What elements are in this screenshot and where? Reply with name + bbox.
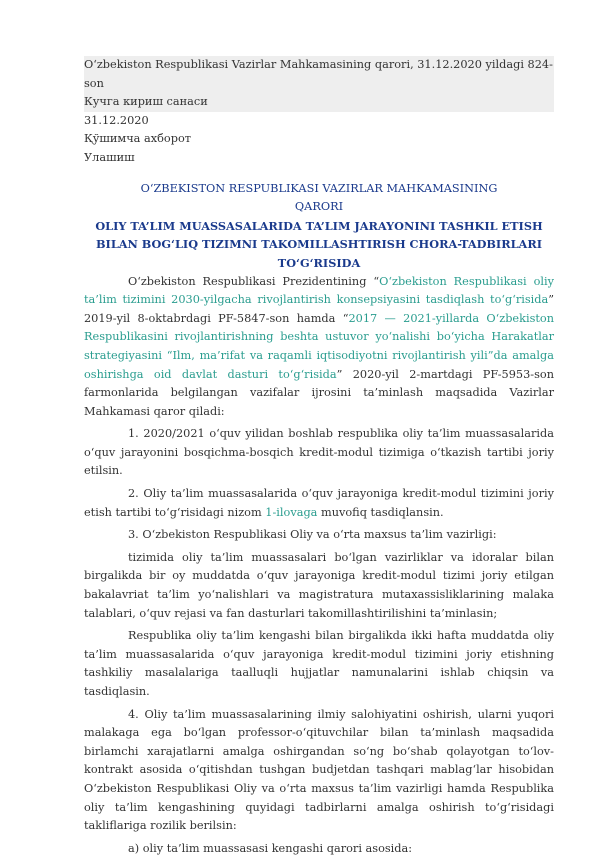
item-2-text-b: muvofiq tasdiqlansin. (317, 505, 444, 519)
effective-date-value: 31.12.2020 (84, 113, 149, 127)
decree-link-1[interactable]: O‘zbekiston Respublikasi oliy ta’lim tizimini 2030-yilgacha rivojlantirish konsepsiyasini tasdiqlash to‘g‘risida (84, 274, 554, 307)
intro-text-2: ” 2019-yil 8-oktabrdagi PF-5847-son hamda “ (84, 293, 554, 325)
item-2 (84, 485, 554, 522)
item-1: 1. 2020/2021 o‘quv yilidan boshlab respublika oliy ta’lim muassasalarida o‘quv jarayonini bosqichma-bosqich kredit-modul tizimiga o‘tkazish tartibi joriy etilsin. (84, 427, 554, 478)
item-2-text-a: 2. Oliy ta’lim muassasalarida o‘quv jarayoniga kredit-modul tizimini joriy etish tartibi to‘g‘risidagi nizom (84, 487, 554, 519)
document-page (84, 56, 554, 862)
intro-text-3: ” 2020-yil 2-martdagi PF-5953-son farmonlarida belgilangan vazifalar ijrosini ta’minlash maqsadida Vazirlar Mahkamasi qaror qiladi: (84, 367, 554, 418)
item-4-sub-a: a) oliy ta’lim muassasasi kengashi qarori asosida: (128, 841, 413, 855)
item-3-sub-b: Respublika oliy ta’lim kengashi bilan birgalikda ikki hafta muddatda oliy ta’lim muassasalarida o‘quv jarayoniga kredit-modul tizimini joriy etishning tashkiliy masalalariga taalluqli hujjatlar namunalarini ishlab chiqsin va tasdiqlasin. (84, 629, 554, 698)
issuer-line-2: QARORI (294, 200, 344, 214)
item-3-sub-a: tizimida oliy ta’lim muassasalari bo‘lgan vazirliklar va idoralar bilan birgalikda bir oy muddatda o‘quv jarayoniga kredit-modul tizimi joriy etilgan bakalavriat ta’lim yo‘nalishlari va magistratura mutaxassisliklarining malaka talablari, o‘quv rejasi va fan dasturlari takomillashtirilishini ta’minlasin; (84, 550, 554, 620)
source-title: O‘zbekiston Respublikasi Vazirlar Mahkamasining qarori, 31.12.2020 yildagi 824-son (84, 58, 553, 90)
annex-1-link[interactable]: 1-ilovaga (265, 505, 318, 519)
item-4: 4. Oliy ta’lim muassasalarining ilmiy salohiyatini oshirish, ularni yuqori malakaga ega bo‘lgan professor-o‘qituvchilar bilan ta’minlash maqsadida birlamchi xarajatlarni amalga oshirgandan so‘ng bo‘shab qolayotgan to‘lov-kontrakt asosida o‘qitishdan tushgan budjetdan tashqari mablag‘lar hisobidan O‘zbekiston Respublikasi Oliy va o‘rta maxsus ta’lim vazirligi hamda Respublika oliy ta’lim kengashining quyidagi tadbirlarni amalga oshirish to‘g‘risidagi takliflariga rozilik berilsin: (84, 707, 554, 833)
document-title: OLIY TA’LIM MUASSASALARIDA TA’LIM JARAYONINI TASHKIL ETISH BILAN BOG‘LIQ TIZIMNI TAKOMILLASHTIRISH CHORA-TADBIRLARI TO‘G‘RISIDA (95, 218, 543, 270)
share-link[interactable]: Улашиш (84, 150, 135, 164)
effective-date-label: Кучга кириш санаси (84, 95, 208, 109)
intro-text-1: O‘zbekiston Respublikasi Prezidentining “ (128, 274, 380, 288)
extra-info-link[interactable]: Қўшимча ахборот (84, 132, 191, 146)
meta-header (84, 56, 554, 112)
issuer-line-1: O‘ZBEKISTON RESPUBLIKASI VAZIRLAR MAHKAMASINING (140, 181, 498, 195)
intro-paragraph (84, 273, 554, 422)
item-3: 3. O‘zbekiston Respublikasi Oliy va o‘rta maxsus ta’lim vazirligi: (128, 528, 497, 542)
decree-link-2[interactable]: 2017 — 2021-yillarda O‘zbekiston Respublikasini rivojlantirishning beshta ustuvor yo‘nalishi bo‘yicha Harakatlar strategiyasini “Ilm, ma’rifat va raqamli iqtisodiyotni rivojlantirish yili”da amalga oshirishga oid davlat dasturi to‘g‘risida (84, 311, 554, 381)
